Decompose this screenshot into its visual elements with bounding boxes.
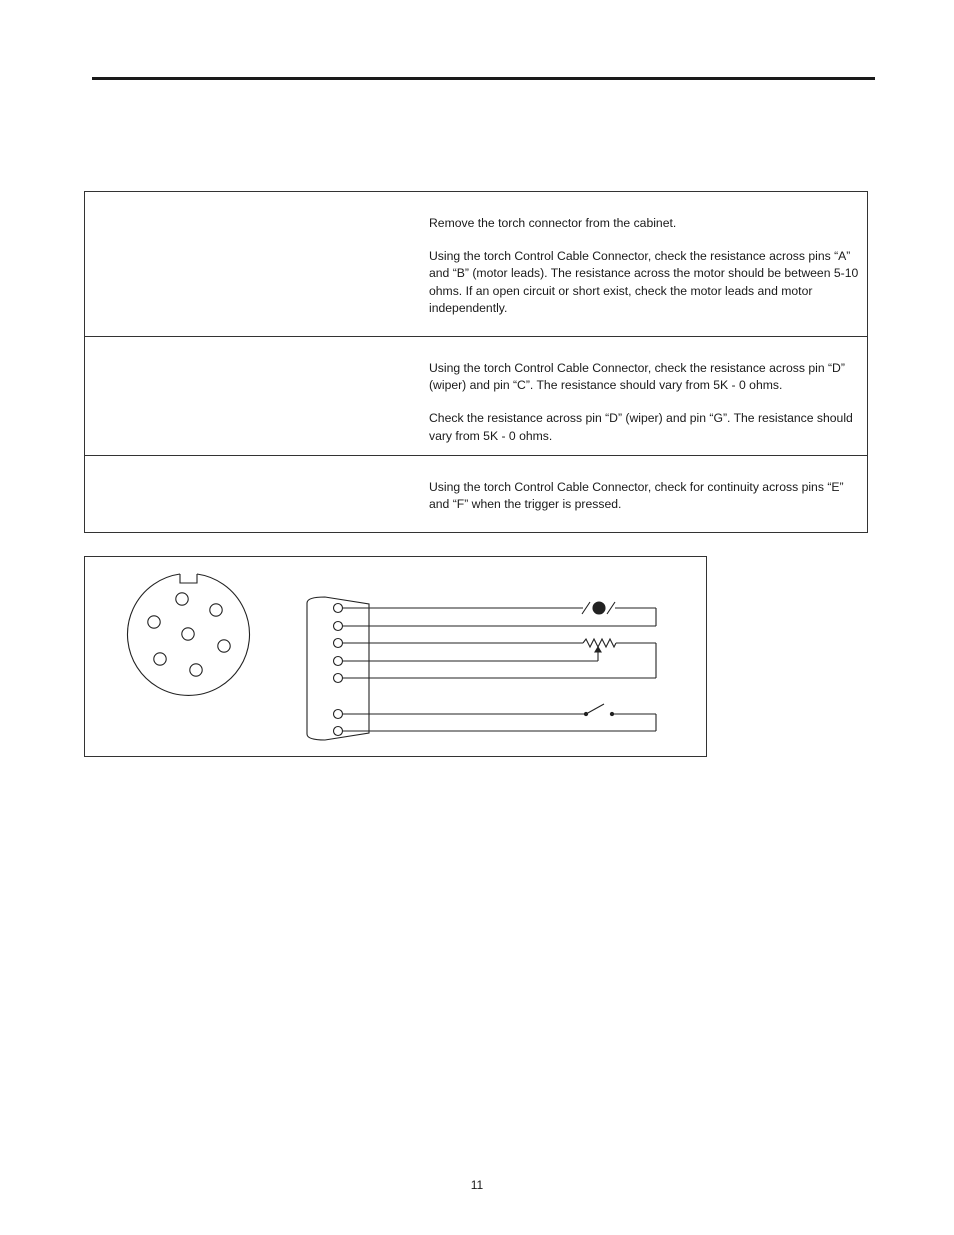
motor-circuit: [343, 602, 656, 626]
terminal-pin: [334, 604, 343, 613]
procedure-cell: [429, 479, 863, 513]
wiring-diagram-svg: [85, 557, 708, 758]
terminals: [334, 604, 343, 736]
terminal-pin: [334, 622, 343, 631]
motor-icon: [593, 602, 605, 614]
connector-pin: [218, 640, 230, 652]
terminal-pin: [334, 657, 343, 666]
table-row-motor: [85, 192, 867, 336]
procedure-cell: [429, 360, 863, 445]
terminal-pin: [334, 674, 343, 683]
connector-face: [127, 574, 249, 695]
connector-pin: [182, 628, 194, 640]
wiring-diagram: [84, 556, 707, 757]
terminal-pin: [334, 710, 343, 719]
connector-pin: [154, 653, 166, 665]
terminal-pin: [334, 639, 343, 648]
troubleshooting-table: [84, 191, 868, 533]
connector-pin: [190, 664, 202, 676]
trigger-circuit: [343, 704, 656, 731]
switch-icon: [586, 704, 604, 714]
potentiometer-circuit: [343, 639, 656, 678]
procedure-text: Remove the torch connector from the cabinet.: [429, 216, 677, 230]
connector-pin: [176, 593, 188, 605]
terminal-pin: [334, 727, 343, 736]
page-number: 11: [470, 1178, 484, 1192]
connector-pin: [148, 616, 160, 628]
procedure-text: Using the torch Control Cable Connector, check for continuity across pins “E” and “F” when the trigger is pressed.: [429, 480, 844, 512]
procedure-text: Using the torch Control Cable Connector, check the resistance across pins “A” and “B” (motor leads). The resistance across the motor should be between 5-10 ohms. If an open circuit or short exist, check the motor leads and motor independently.: [429, 249, 859, 315]
header-rule: [92, 77, 875, 80]
procedure-text: Check the resistance across pin “D” (wiper) and pin “G”. The resistance should vary from 5K - 0 ohms.: [429, 411, 853, 443]
wiper-arrow-icon: [595, 647, 601, 652]
table-row-potentiometer: [85, 336, 867, 455]
procedure-cell: [429, 215, 863, 317]
connector-pin: [210, 604, 222, 616]
procedure-text: Using the torch Control Cable Connector, check the resistance across pin “D” (wiper) and pin “C”. The resistance should vary from 5K - 0 ohms.: [429, 361, 845, 393]
resistor-icon: [583, 639, 616, 647]
table-row-trigger: [85, 455, 867, 532]
